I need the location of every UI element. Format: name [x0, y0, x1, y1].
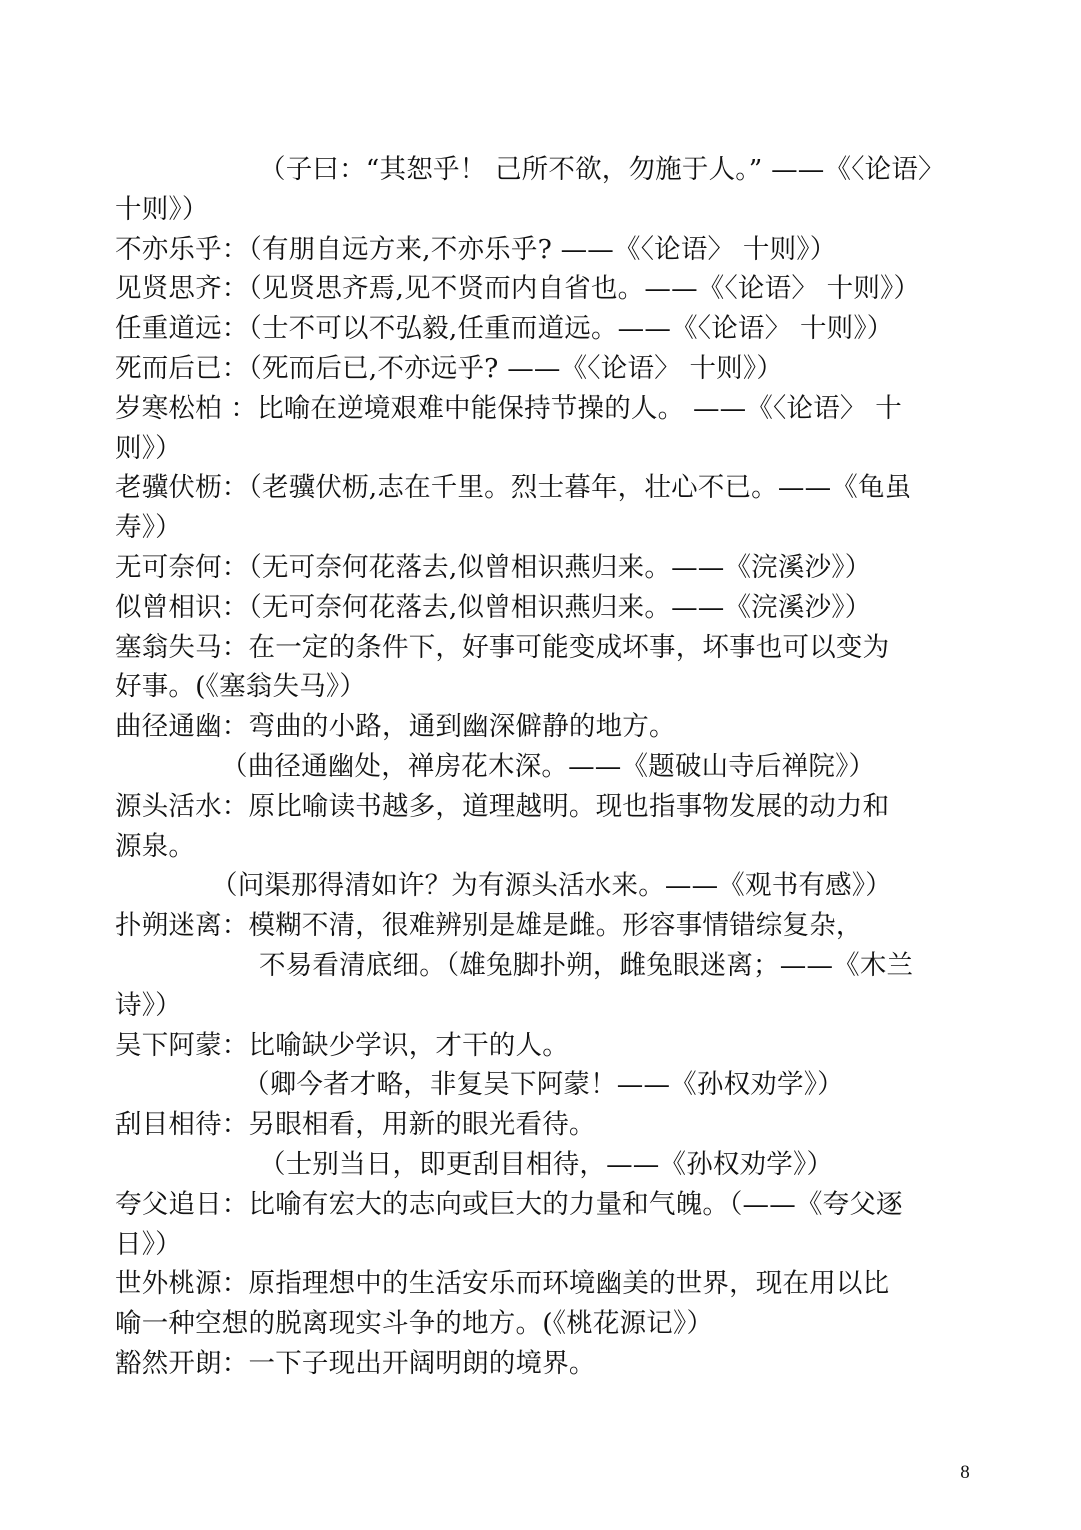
text-body: [115, 150, 975, 1384]
text-line: 诗》）: [115, 989, 182, 1021]
text-line: 十则》）: [115, 193, 209, 225]
text-line: 源泉。: [115, 830, 196, 862]
text-line: 刮目相待：另眼相看，用新的眼光看待。: [115, 1109, 596, 1141]
text-line: 豁然开朗：一下子现出开阔明朗的境界。: [115, 1347, 596, 1379]
text-line: 日》）: [115, 1228, 182, 1260]
text-line: 岁寒松柏 ：比喻在逆境艰难中能保持节操的人。 ——《〈论语〉 十: [115, 392, 902, 424]
text-line: 见贤思齐：（见贤思齐焉,见不贤而内自省也。——《〈论语〉 十则》）: [115, 273, 921, 305]
text-line: （问渠那得清如许？为有源头活水来。——《观书有感》）: [211, 870, 892, 902]
text-line: 世外桃源：原指理想中的生活安乐而环境幽美的世界，现在用以比: [115, 1268, 890, 1300]
text-line: 吴下阿蒙：比喻缺少学识，才干的人。: [115, 1029, 569, 1061]
text-line: 老骥伏枥：（老骥伏枥,志在千里。烈士暮年，壮心不已。——《龟虽: [115, 472, 912, 504]
text-line: 扑朔迷离：模糊不清，很难辨别是雄是雌。形容事情错综复杂，: [115, 910, 863, 942]
text-line: 塞翁失马：在一定的条件下，好事可能变成坏事，坏事也可以变为: [115, 631, 890, 663]
text-line: （士别当日，即更刮目相待，——《孙权劝学》）: [259, 1148, 834, 1180]
text-line: 喻一种空想的脱离现实斗争的地方。(《桃花源记》）: [115, 1308, 714, 1340]
text-line: 则》）: [115, 432, 182, 464]
text-line: 好事。(《塞翁失马》）: [115, 671, 367, 703]
text-line: （卿今者才略，非复吴下阿蒙！——《孙权劝学》）: [243, 1069, 844, 1101]
text-line: 寿》）: [115, 512, 182, 544]
text-line: 不易看清底细。（雄兔脚扑朔，雌兔眼迷离；——《木兰: [259, 949, 914, 981]
text-line: 死而后已：（死而后已,不亦远乎? ——《〈论语〉 十则》）: [115, 352, 784, 384]
text-line: （子曰：“其恕乎！ 己所不欲，勿施于人。” ——《〈论语〉: [259, 154, 945, 185]
text-line: 任重道远：（士不可以不弘毅,任重而道远。——《〈论语〉 十则》）: [115, 313, 894, 345]
page-number: 8: [960, 1462, 970, 1483]
text-line: 夸父追日：比喻有宏大的志向或巨大的力量和气魄。（——《夸父逐: [115, 1188, 903, 1220]
text-line: 无可奈何：（无可奈何花落去,似曾相识燕归来。——《浣溪沙》）: [115, 551, 872, 583]
text-line: 似曾相识：（无可奈何花落去,似曾相识燕归来。——《浣溪沙》）: [115, 591, 872, 623]
text-line: 源头活水：原比喻读书越多，道理越明。现也指事物发展的动力和: [115, 790, 890, 822]
text-line: 不亦乐乎：（有朋自远方来,不亦乐乎? ——《〈论语〉 十则》）: [115, 233, 837, 265]
text-line: 曲径通幽：弯曲的小路，通到幽深僻静的地方。: [115, 711, 676, 743]
text-line: （曲径通幽处，禅房花木深。——《题破山寺后禅院》）: [221, 750, 876, 782]
